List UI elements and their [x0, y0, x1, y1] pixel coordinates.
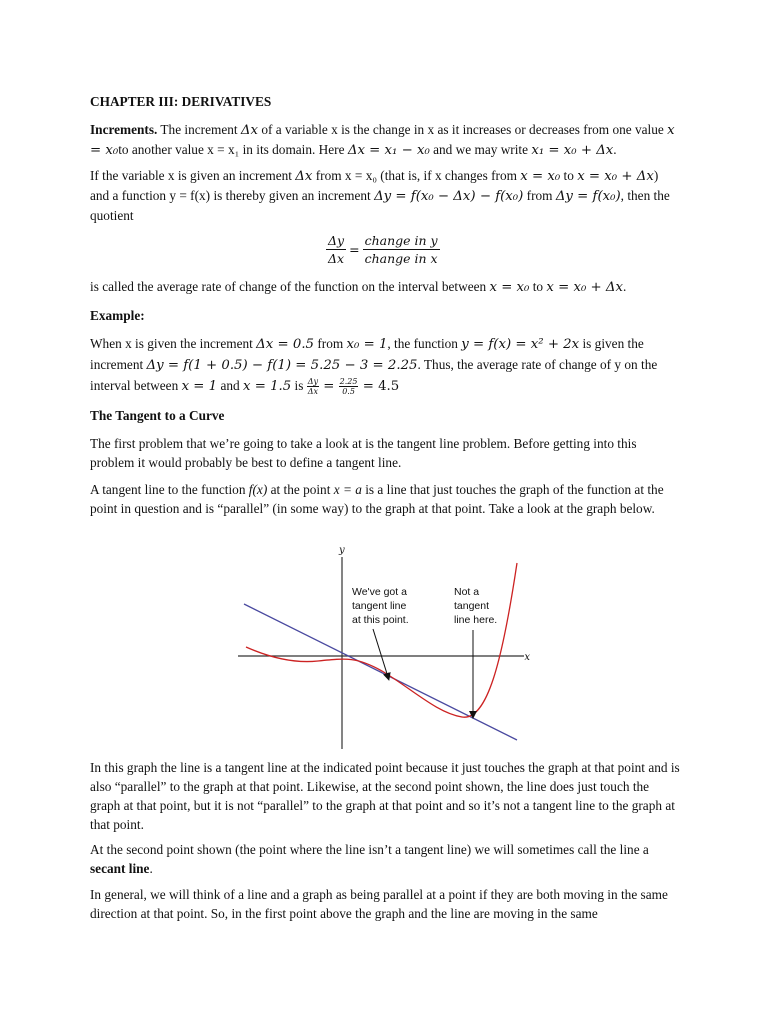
text-run: is called the average rate of change of the function on the interval between — [90, 279, 490, 294]
secant-paragraph — [90, 840, 680, 878]
general-parallel-paragraph: In general, we will think of a line and a graph as being parallel at a point if they are both moving in the same direction at that point. So, in the first point above the graph and the line are moving in the same — [90, 887, 668, 921]
math-run: x = 1 — [181, 379, 218, 394]
x-axis-label: x — [524, 652, 530, 663]
math-run: x₀ = 1 — [346, 337, 388, 352]
math-run: x₁ = x₀ + Δx — [531, 143, 614, 158]
callout-tangent-line-1: We've got a — [352, 586, 407, 598]
callout-secant-1: Not a — [454, 586, 480, 598]
average-rate-paragraph — [90, 277, 680, 297]
math-run: Δx = x₁ − x₀ — [347, 143, 430, 158]
fraction-denominator: 0.5 — [342, 387, 355, 397]
text-run: , then the quotient — [90, 188, 670, 223]
math-run: = — [319, 379, 339, 394]
text-run: is a line that just touches the graph of the function at the point in question and is “parallel” (in some way) to the graph at that point. Take a look at the graph below. — [90, 482, 664, 516]
math-run: Δx = 0.5 — [256, 337, 315, 352]
variable-increment-paragraph — [90, 166, 680, 225]
text-run: A tangent line to the function — [90, 482, 249, 497]
text-run: . — [623, 279, 627, 294]
text-run: to — [529, 279, 547, 294]
tangent-definition-paragraph — [90, 480, 680, 518]
secant-line-term: secant line — [90, 861, 150, 876]
fraction-numerator: Δy — [328, 232, 345, 248]
text-run: to another value x = x₁ in its domain. Here — [118, 142, 348, 157]
text-run: from — [523, 188, 556, 203]
math-run: Δx — [295, 169, 313, 184]
math-run: x = 1.5 — [242, 379, 292, 394]
text-run: The increment — [157, 122, 241, 137]
text-run: . Thus, the average rate of change of y on the interval between — [90, 357, 658, 393]
quotient-equation — [326, 228, 440, 270]
fraction-numerator: Δy — [307, 377, 319, 387]
small-fraction-values — [339, 377, 359, 396]
fraction-dy-dx — [326, 232, 346, 267]
text-run: If the variable x is given an increment — [90, 168, 296, 183]
tangent-graph — [232, 543, 530, 755]
math-run: = 4.5 — [358, 379, 400, 394]
example-heading — [90, 306, 680, 325]
math-run: x = x₀ + Δx — [546, 280, 624, 295]
math-run: x = a — [333, 482, 362, 497]
fraction-numerator: change in y — [364, 232, 438, 248]
tangent-heading-text: The Tangent to a Curve — [90, 408, 225, 423]
example-heading-text: Example: — [90, 308, 145, 323]
fraction-denominator: change in x — [364, 250, 438, 266]
callout-secant-3: line here. — [454, 614, 498, 626]
text-run: from x = x₀ (that is, if x changes from — [312, 168, 521, 183]
text-run: ) and a function y = f(x) is thereby given an increment — [90, 168, 659, 203]
small-fraction-dy-dx — [307, 377, 319, 396]
increments-lead: Increments. — [90, 122, 158, 137]
math-run: x = x₀ + Δx — [577, 169, 654, 184]
equals-sign: = — [349, 241, 360, 257]
math-run: Δx — [240, 123, 259, 138]
text-run: and we may write — [429, 142, 532, 157]
first-problem-paragraph: The first problem that we’re going to take a look at is the tangent line problem. Before getting into this problem it would probably be best to define a tangent line. — [90, 436, 637, 470]
math-run: x = x₀ — [520, 169, 561, 184]
y-axis-label: y — [339, 545, 345, 556]
text-run: to — [560, 168, 578, 183]
text-run: is given the increment — [90, 336, 644, 372]
text-run: from — [314, 336, 347, 351]
tangent-graph-svg — [232, 543, 530, 755]
math-run: Δy = f(x₀ − Δx) − f(x₀) — [374, 189, 524, 204]
text-run: at the point — [267, 482, 334, 497]
fraction-denominator: Δx — [307, 387, 319, 397]
math-run: f(x) — [248, 482, 268, 497]
math-run: Δy = f(1 + 0.5) − f(1) = 5.25 − 3 = 2.25 — [146, 358, 418, 373]
example-paragraph — [90, 334, 680, 397]
math-run: x = x₀ — [489, 280, 530, 295]
text-run: . — [149, 861, 153, 876]
fraction-denominator: Δx — [328, 250, 345, 266]
math-run: Δy = f(x₀) — [555, 189, 621, 204]
text-run: , the function — [387, 336, 462, 351]
math-run: x = x₀ — [90, 123, 675, 158]
callout-tangent-line-3: at this point. — [352, 614, 409, 626]
callout-secant-2: tangent — [454, 600, 490, 612]
text-run: When x is given the increment — [90, 336, 257, 351]
callout-tangent-line-2: tangent line — [352, 600, 407, 612]
graph-explanation-paragraph: In this graph the line is a tangent line at the indicated point because it just touches the graph at that point and is also “parallel” to the graph at that point. Likewise, at the second point shown, the line does just touch the graph at that point, but it is not “parallel” to the graph at that point and so it’s not a tangent line to the graph at that point. — [90, 760, 680, 832]
increments-paragraph — [90, 120, 680, 160]
text-run: and — [217, 378, 243, 393]
text-run: of a variable x is the change in x as it increases or decreases from one value — [258, 122, 668, 137]
text-run: is — [291, 378, 307, 393]
text-run: . — [613, 142, 617, 157]
math-run: y = f(x) = x² + 2x — [461, 337, 580, 352]
fraction-change — [363, 232, 440, 267]
fraction-numerator: 2.25 — [339, 377, 358, 387]
tangent-heading — [90, 406, 680, 425]
text-run: At the second point shown (the point where the line isn’t a tangent line) we will sometimes call the line a — [90, 842, 649, 857]
chapter-title: CHAPTER III: DERIVATIVES — [90, 94, 272, 109]
